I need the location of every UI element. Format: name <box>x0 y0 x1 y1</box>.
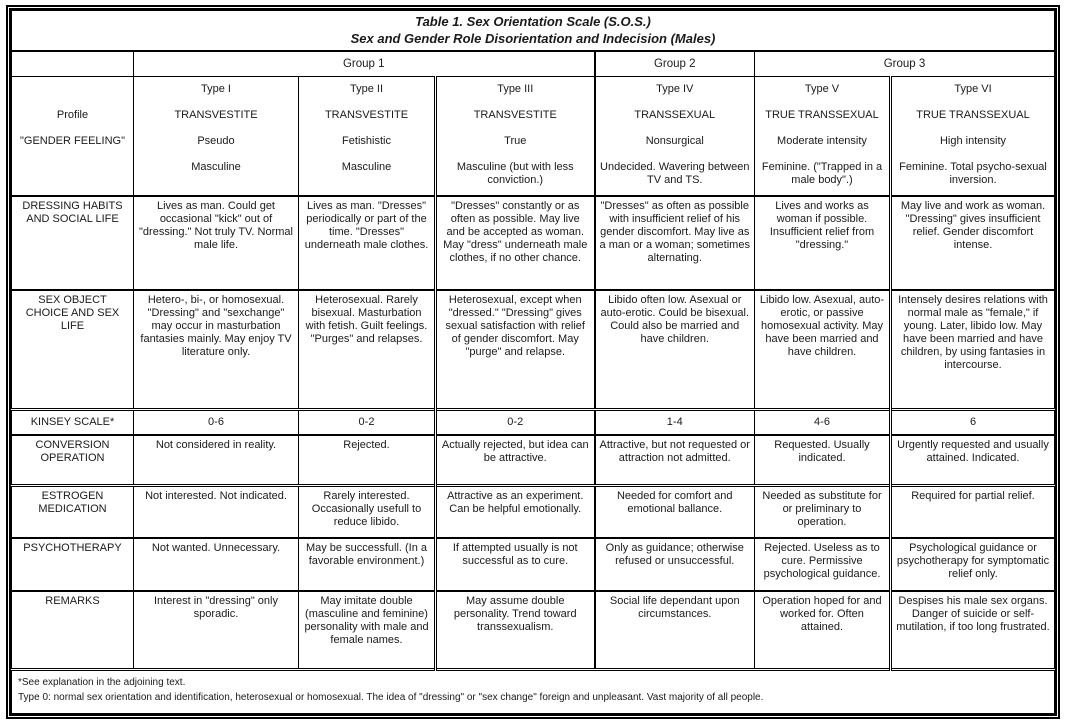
type-6-category: TRUE TRANSSEXUAL <box>916 109 1030 122</box>
type-3-category: TRANSVESTITE <box>473 109 557 122</box>
cell-psychotherapy-type-5: Rejected. Useless as to cure. Permissive psychological guidance. <box>755 538 891 590</box>
cell-conversion-type-2: Rejected. <box>299 435 436 485</box>
cell-conversion-type-4: Attractive, but not requested or attraction not admitted. <box>595 435 755 485</box>
cell-kinsey-type-3: 0-2 <box>436 409 595 435</box>
group-header-2: Group 2 <box>595 51 755 77</box>
row-kinsey-scale <box>12 409 1055 435</box>
profile-row <box>12 77 1055 196</box>
cell-sexobject-type-4: Libido often low. Asexual or auto-erotic. Could be bisexual. Could also be married and have children. <box>595 290 755 409</box>
row-label-profile <box>12 77 134 196</box>
row-conversion-operation <box>12 435 1055 485</box>
type-4-feeling: Undecided. Wavering between TV and TS. <box>600 161 750 187</box>
cell-psychotherapy-type-2: May be successfull. (In a favorable environment.) <box>299 538 436 590</box>
row-estrogen-medication <box>12 486 1055 538</box>
type-3-variant: True <box>504 135 527 148</box>
footnote-line1: *See explanation in the adjoining text. <box>18 676 186 688</box>
cell-dressing-type-3: "Dresses" constantly or as often as possible. May live and be accepted as woman. May "dress" underneath male clothes, if no other chance. <box>436 196 595 291</box>
row-label-sex-object: SEX OBJECT CHOICE AND SEX LIFE <box>12 290 134 409</box>
cell-estrogen-type-2: Rarely interested. Occasionally usefull to reduce libido. <box>299 486 436 538</box>
cell-remarks-type-5: Operation hoped for and worked for. Often attained. <box>755 591 891 670</box>
cell-conversion-type-1: Not considered in reality. <box>134 435 299 485</box>
type-6-feeling: Feminine. Total psycho-sexual inversion. <box>899 161 1047 187</box>
profile-cell-type-3 <box>436 77 595 196</box>
cell-dressing-type-4: "Dresses" as often as possible with insufficient relief of his gender discomfort. May live as a man or a woman; sometimes alternating. <box>595 196 755 291</box>
cell-psychotherapy-type-3: If attempted usually is not successful as to cure. <box>436 538 595 590</box>
cell-conversion-type-5: Requested. Usually indicated. <box>755 435 891 485</box>
cell-kinsey-type-1: 0-6 <box>134 409 299 435</box>
table-outer-frame <box>6 5 1060 719</box>
row-label-conversion-operation: CONVERSION OPERATION <box>12 435 134 485</box>
cell-psychotherapy-type-6: Psychological guidance or psychotherapy for symptomatic relief only. <box>891 538 1055 590</box>
cell-remarks-type-6: Despises his male sex organs. Danger of suicide or self-mutilation, if too long frustrated. <box>891 591 1055 670</box>
table-footnotes <box>12 669 1055 713</box>
profile-cell-type-6 <box>891 77 1055 196</box>
type-2-feeling: Masculine <box>341 161 392 174</box>
type-2-label: Type II <box>349 83 384 96</box>
cell-psychotherapy-type-1: Not wanted. Unnecessary. <box>134 538 299 590</box>
cell-kinsey-type-2: 0-2 <box>299 409 436 435</box>
type-2-category: TRANSVESTITE <box>324 109 409 122</box>
cell-remarks-type-2: May imitate double (masculine and feminine) personality with male and female names. <box>299 591 436 670</box>
cell-dressing-type-5: Lives and works as woman if possible. Insufficient relief from "dressing." <box>755 196 891 291</box>
type-1-category: TRANSVESTITE <box>174 109 258 122</box>
row-label-dressing-habits: DRESSING HABITS AND SOCIAL LIFE <box>12 196 134 291</box>
profile-label-line1: Profile <box>56 109 89 122</box>
row-label-remarks: REMARKS <box>12 591 134 670</box>
type-4-variant: Nonsurgical <box>645 135 704 148</box>
cell-remarks-type-1: Interest in "dressing" only sporadic. <box>134 591 299 670</box>
type-1-label: Type I <box>201 83 231 96</box>
profile-cell-type-1 <box>134 77 299 196</box>
type-3-feeling: Masculine (but with less conviction.) <box>456 161 574 187</box>
group-header-3: Group 3 <box>755 51 1055 77</box>
cell-dressing-type-6: May live and work as woman. "Dressing" gives insufficient relief. Gender discomfort intense. <box>891 196 1055 291</box>
table-title-line1: Table 1. Sex Orientation Scale (S.O.S.) <box>415 14 651 30</box>
group-header-row <box>12 51 1055 77</box>
table-title-line2: Sex and Gender Role Disorientation and Indecision (Males) <box>350 31 716 47</box>
type-4-category: TRANSSEXUAL <box>634 109 716 122</box>
cell-sexobject-type-1: Hetero-, bi-, or homosexual. "Dressing" and "sexchange" may occur in masturbation fantasies mainly. May enjoy TV literature only. <box>134 290 299 409</box>
row-remarks <box>12 591 1055 670</box>
type-6-variant: High intensity <box>939 135 1007 148</box>
footnote-row <box>12 669 1055 713</box>
type-2-variant: Fetishistic <box>342 135 391 148</box>
type-5-category: TRUE TRANSSEXUAL <box>765 109 879 122</box>
cell-conversion-type-6: Urgently requested and usually attained. Indicated. <box>891 435 1055 485</box>
cell-sexobject-type-2: Heterosexual. Rarely bisexual. Masturbation with fetish. Guilt feelings. "Purges" and relapses. <box>299 290 436 409</box>
row-label-psychotherapy: PSYCHOTHERAPY <box>12 538 134 590</box>
type-5-variant: Moderate intensity <box>777 135 867 148</box>
row-label-estrogen-medication: ESTROGEN MEDICATION <box>12 486 134 538</box>
type-4-label: Type IV <box>656 83 694 96</box>
cell-sexobject-type-3: Heterosexual, except when "dressed." "Dressing" gives sexual satisfaction with relief of gender discomfort. May "purge" and relapse. <box>436 290 595 409</box>
cell-psychotherapy-type-4: Only as guidance; otherwise refused or unsuccessful. <box>595 538 755 590</box>
cell-estrogen-type-5: Needed as substitute for or preliminary to operation. <box>755 486 891 538</box>
profile-cell-type-5 <box>755 77 891 196</box>
cell-remarks-type-3: May assume double personality. Trend toward transsexualism. <box>436 591 595 670</box>
cell-dressing-type-1: Lives as man. Could get occasional "kick" out of "dressing." Not truly TV. Normal male life. <box>134 196 299 291</box>
type-1-feeling: Masculine <box>191 161 241 174</box>
cell-estrogen-type-3: Attractive as an experiment. Can be helpful emotionally. <box>436 486 595 538</box>
row-sex-object <box>12 290 1055 409</box>
type-5-feeling: Feminine. ("Trapped in a male body".) <box>761 161 883 187</box>
cell-estrogen-type-1: Not interested. Not indicated. <box>134 486 299 538</box>
profile-cell-type-2 <box>299 77 436 196</box>
group-header-empty-cell <box>12 51 134 77</box>
row-dressing-habits <box>12 196 1055 291</box>
type-3-label: Type III <box>497 83 534 96</box>
profile-cell-type-4 <box>595 77 755 196</box>
cell-kinsey-type-4: 1-4 <box>595 409 755 435</box>
type-1-variant: Pseudo <box>197 135 235 148</box>
cell-remarks-type-4: Social life dependant upon circumstances. <box>595 591 755 670</box>
row-psychotherapy <box>12 538 1055 590</box>
row-label-kinsey-scale: KINSEY SCALE* <box>12 409 134 435</box>
cell-estrogen-type-6: Required for partial relief. <box>891 486 1055 538</box>
cell-kinsey-type-6: 6 <box>891 409 1055 435</box>
table-title <box>12 11 1055 51</box>
cell-kinsey-type-5: 4-6 <box>755 409 891 435</box>
cell-sexobject-type-6: Intensely desires relations with normal male as "female," if young. Later, libido low. May have been married and have children, by using fantasies in intercourse. <box>891 290 1055 409</box>
title-row <box>12 11 1055 51</box>
cell-estrogen-type-4: Needed for comfort and emotional ballance. <box>595 486 755 538</box>
cell-sexobject-type-5: Libido low. Asexual, auto-erotic, or passive homosexual activity. May have been married and have children. <box>755 290 891 409</box>
profile-label-spacer <box>16 83 129 96</box>
footnote-line2: Type 0: normal sex orientation and identification, heterosexual or homosexual. The idea of "dressing" or "sex change" foreign and unpleasant. Vast majority of all people. <box>18 691 764 703</box>
cell-conversion-type-3: Actually rejected, but idea can be attractive. <box>436 435 595 485</box>
cell-dressing-type-2: Lives as man. "Dresses" periodically or part of the time. "Dresses" underneath male clothes. <box>299 196 436 291</box>
profile-label-line2: "GENDER FEELING" <box>20 135 125 148</box>
type-5-label: Type V <box>804 83 840 96</box>
group-header-1: Group 1 <box>134 51 595 77</box>
type-6-label: Type VI <box>954 83 992 96</box>
sex-orientation-scale-table <box>11 10 1055 714</box>
